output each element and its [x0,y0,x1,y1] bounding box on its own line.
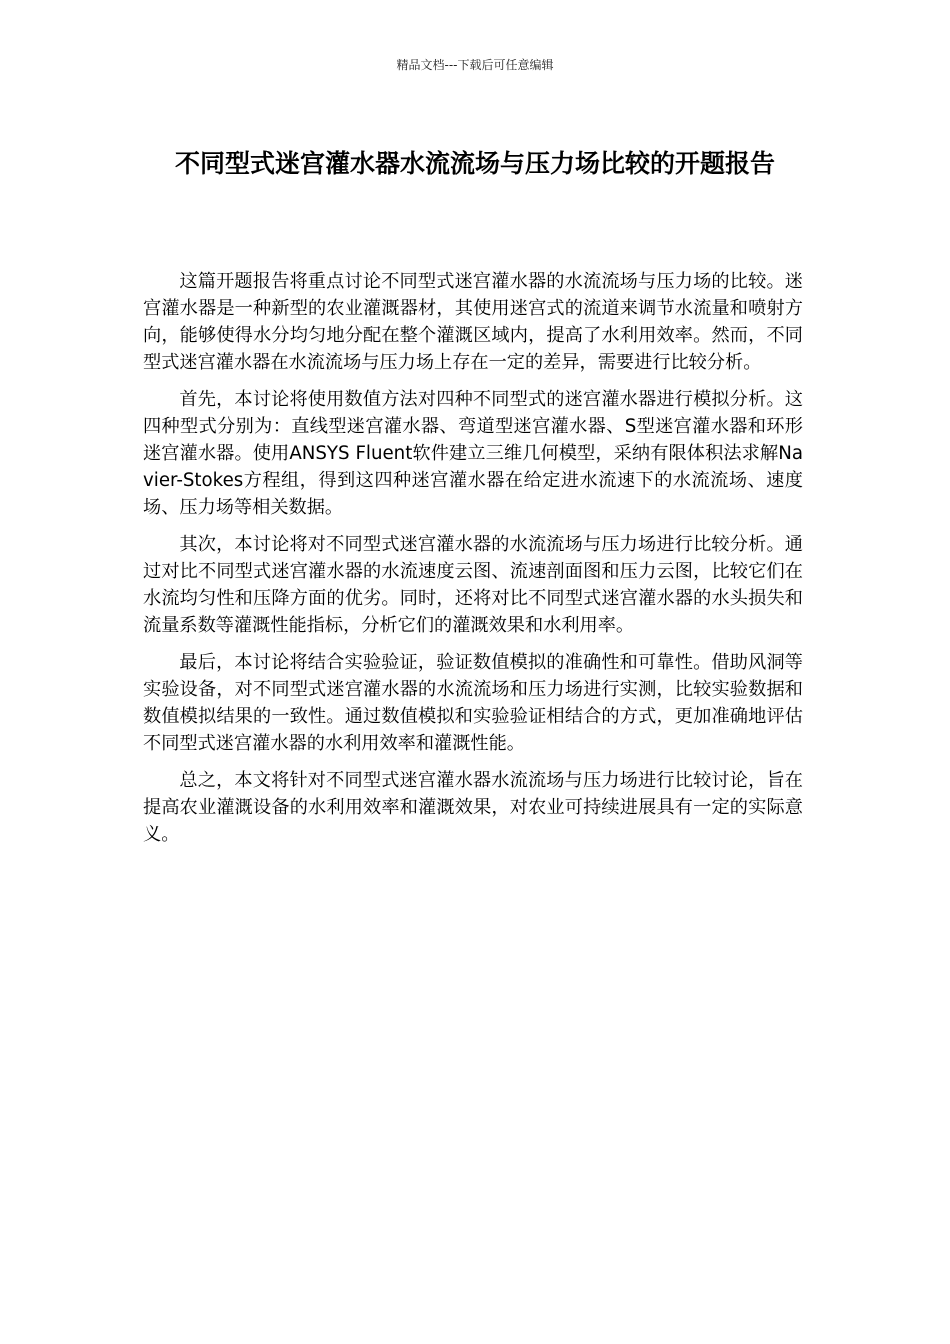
document-body [143,268,803,858]
paragraph-last: 最后，本讨论将结合实验验证，验证数值模拟的准确性和可靠性。借助风洞等实验设备，对不同型式迷宫灌水器的水流流场和压力场进行实测，比较实验数据和数值模拟结果的一致性。通过数值模拟和实验验证相结合的方式，更加准确地评估不同型式迷宫灌水器的水利用效率和灌溉性能。 [143,652,803,754]
header-note: 精品文档---下载后可任意编辑 [396,58,554,72]
document-title: 不同型式迷宫灌水器水流流场与压力场比较的开题报告 [174,149,775,178]
paragraph-intro: 这篇开题报告将重点讨论不同型式迷宫灌水器的水流流场与压力场的比较。迷宫灌水器是一种新型的农业灌溉器材，其使用迷宫式的流道来调节水流量和喷射方向，能够使得水分均匀地分配在整个灌溉区域内，提高了水利用效率。然而，不同型式迷宫灌水器在水流流场与压力场上存在一定的差异，需要进行比较分析。 [143,271,803,373]
paragraph-first: 首先，本讨论将使用数值方法对四种不同型式的迷宫灌水器进行模拟分析。这四种型式分别为：直线型迷宫灌水器、弯道型迷宫灌水器、S型迷宫灌水器和环形迷宫灌水器。使用ANSYS Fluent软件建立三维几何模型，采纳有限体积法求解Navier-Stokes方程组，得到这四种迷宫灌水器在给定进水流速下的水流流场、速度场、压力场等相关数据。 [143,389,803,518]
paragraph-second: 其次，本讨论将对不同型式迷宫灌水器的水流流场与压力场进行比较分析。通过对比不同型式迷宫灌水器的水流速度云图、流速剖面图和压力云图，比较它们在水流均匀性和压降方面的优劣。同时，还将对比不同型式迷宫灌水器的水头损失和流量系数等灌溉性能指标，分析它们的灌溉效果和水利用率。 [143,534,803,636]
paragraph-conclusion: 总之，本文将针对不同型式迷宫灌水器水流流场与压力场进行比较讨论，旨在提高农业灌溉设备的水利用效率和灌溉效果，对农业可持续进展具有一定的实际意义。 [143,770,803,845]
